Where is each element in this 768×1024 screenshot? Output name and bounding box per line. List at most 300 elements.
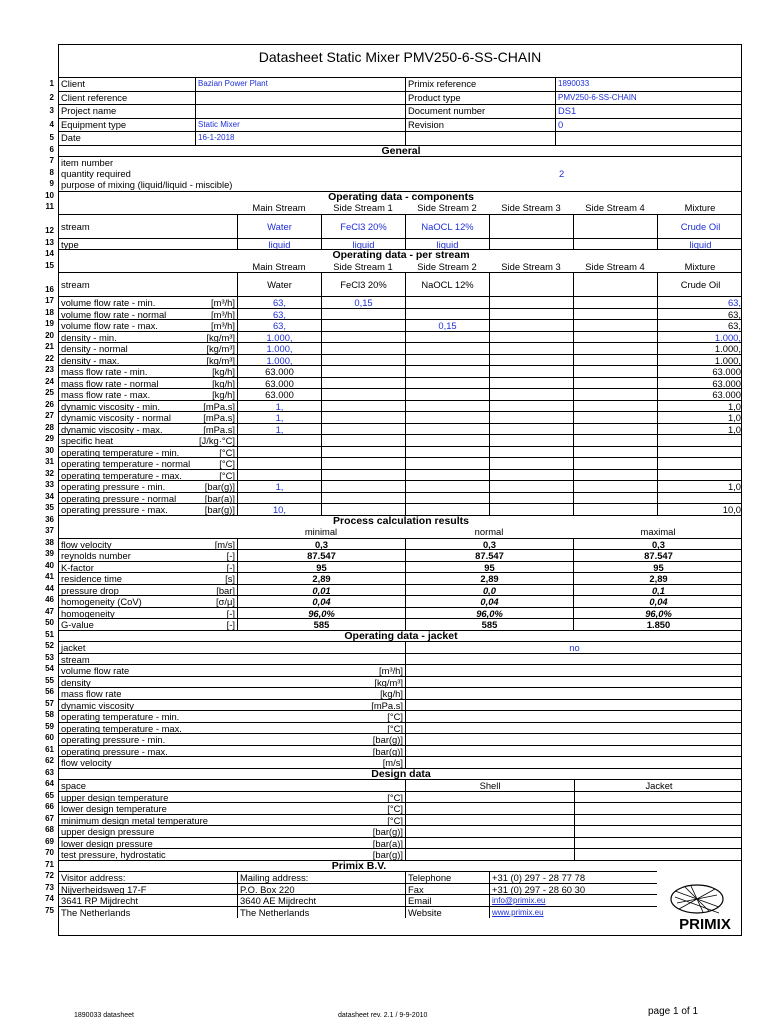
row-label: reynolds number	[61, 550, 131, 561]
row-label: operating temperature - normal	[61, 458, 191, 469]
stream-cell: 0,15	[405, 320, 489, 332]
column-header: Jacket	[574, 780, 743, 792]
unit: [-]	[226, 561, 235, 573]
column-header: maximal	[640, 526, 676, 537]
line-number: 16	[45, 284, 54, 294]
unit: [bar(a)]	[204, 492, 235, 504]
line-number: 70	[45, 848, 54, 857]
contact-link[interactable]: info@primix.eu	[489, 895, 659, 907]
row-label: stream	[61, 279, 90, 290]
row-label: mass flow rate	[61, 688, 122, 699]
line-number: 33	[45, 480, 54, 489]
table-row	[59, 261, 741, 273]
row-label: operating temperature - max.	[61, 469, 182, 481]
line-number: 30	[45, 445, 54, 455]
address-line: Nijverheidsweg 17-F	[61, 883, 147, 895]
quantity-value: 2	[559, 167, 565, 179]
contact-value: +31 (0) 297 - 28 60 30	[489, 884, 659, 896]
line-number: 7	[49, 156, 54, 165]
row-label: flow velocity	[61, 757, 112, 768]
line-number: 59	[45, 721, 54, 731]
section-title: Design data	[371, 768, 431, 780]
stream-cell: 1.000,	[657, 355, 743, 367]
stream-cell: 63.000	[657, 378, 743, 390]
row-label: operating temperature - min.	[61, 446, 180, 458]
address-line: P.O. Box 220	[237, 884, 405, 896]
section-title: Operating data - per stream	[332, 250, 470, 261]
row-label: flow velocity	[61, 538, 112, 550]
stream-cell: 1,	[237, 481, 321, 493]
contact-link[interactable]: www.primix.eu	[489, 907, 659, 919]
row-label: density	[61, 676, 91, 688]
row-label: density - min.	[61, 331, 117, 343]
row-label: pressure drop	[61, 584, 119, 596]
unit: [-]	[226, 607, 235, 619]
stream-value	[573, 215, 657, 239]
process-cell: 1.850	[573, 619, 743, 631]
header-value: 0	[555, 119, 743, 133]
row-label: operating temperature - min.	[61, 711, 180, 722]
line-number: 47	[45, 606, 54, 616]
process-cell: 2,89	[237, 573, 405, 585]
process-cell: 0,01	[237, 585, 405, 597]
column-header: Mixture	[684, 202, 716, 213]
process-cell: 0,0	[405, 585, 573, 597]
process-cell: 2,89	[573, 573, 743, 585]
stream-value	[573, 273, 657, 297]
line-number: 68	[45, 825, 54, 834]
stream-value: FeCl3 20%	[321, 273, 405, 297]
table-row	[59, 272, 741, 297]
line-number: 57	[45, 698, 54, 708]
stream-value: Crude Oil	[657, 273, 743, 297]
row-label: stream	[61, 653, 90, 665]
row-label: dynamic viscosity - max.	[61, 423, 163, 435]
stream-cell: 1,	[237, 412, 321, 424]
column-header: Side Stream 3	[501, 202, 561, 213]
unit: [°C]	[219, 446, 235, 458]
unit: [kg/m³]	[374, 676, 403, 688]
row-label: volume flow rate - max.	[61, 320, 158, 331]
line-number: 72	[45, 871, 54, 880]
page-title: Datasheet Static Mixer PMV250-6-SS-CHAIN	[258, 49, 542, 65]
row-label: operating pressure - max.	[61, 745, 168, 757]
stream-value: NaOCL 12%	[405, 273, 489, 297]
stream-cell: 1.000,	[657, 332, 743, 344]
line-number: 52	[45, 641, 54, 650]
process-cell: 0,04	[237, 596, 405, 608]
row-label: operating pressure - min.	[61, 734, 166, 745]
line-number-gutter	[30, 44, 54, 936]
row-label: operating pressure - min.	[61, 481, 166, 492]
jacket-value: no	[405, 642, 743, 654]
primix-logo-icon	[665, 877, 743, 935]
section-title: Operating data - components	[328, 191, 474, 203]
line-number: 12	[45, 226, 54, 235]
section-title: General	[381, 145, 421, 157]
footer-center: datasheet rev. 2.1 / 9-9-2010	[338, 1012, 428, 1019]
line-number: 8	[49, 167, 54, 177]
contact-label: Website	[405, 907, 489, 919]
unit: [s]	[225, 573, 235, 584]
header-row	[59, 118, 741, 133]
header-row	[59, 77, 741, 92]
column-header: Mixture	[684, 260, 716, 272]
unit: [°C]	[387, 814, 403, 826]
contact-label: Fax	[405, 884, 489, 896]
stream-value	[489, 215, 573, 239]
logo-text: PRIMIX	[679, 916, 731, 933]
unit: [bar(g)]	[372, 745, 403, 757]
row-label: mass flow rate - normal	[61, 377, 159, 389]
line-number: 10	[45, 190, 54, 200]
unit: [-]	[226, 619, 235, 630]
stream-cell: 1,	[237, 401, 321, 413]
contact-label: Email	[405, 895, 489, 907]
line-number: 24	[45, 376, 54, 386]
unit: [m³/h]	[211, 297, 235, 308]
row-label: minimum design metal temperature	[61, 814, 208, 826]
line-number: 11	[45, 202, 54, 211]
row-label: item number	[61, 157, 114, 168]
stream-cell: 0,15	[321, 297, 405, 309]
row-label: space	[61, 780, 87, 791]
row-label: specific heat	[61, 435, 114, 446]
line-number: 41	[45, 572, 54, 581]
line-number: 18	[45, 307, 54, 317]
column-header: Side Stream 4	[585, 260, 645, 272]
stream-cell: 1,0	[657, 401, 743, 413]
row-label: stream	[61, 220, 90, 232]
unit: [°C]	[219, 458, 235, 469]
line-number: 40	[45, 560, 54, 570]
unit: [°C]	[387, 803, 403, 814]
unit: [m³/h]	[379, 665, 403, 676]
process-cell: 95	[573, 562, 743, 574]
header-label: Client reference	[61, 91, 128, 103]
row-label: lower design temperature	[61, 803, 167, 814]
unit: [°C]	[387, 711, 403, 722]
line-number: 32	[45, 468, 54, 478]
stream-cell: 63.000	[237, 378, 321, 390]
header-value	[555, 132, 743, 146]
process-cell: 87.547	[573, 550, 743, 562]
header-row	[59, 131, 741, 146]
process-cell: 95	[405, 562, 573, 574]
line-number: 62	[45, 756, 54, 765]
header-label: Equipment type	[61, 118, 127, 130]
stream-cell: 1.000,	[657, 343, 743, 355]
column-header: Main Stream	[252, 202, 306, 213]
line-number: 71	[45, 859, 54, 869]
table-row	[59, 526, 741, 538]
line-number: 56	[45, 687, 54, 696]
unit: [bar(g)]	[372, 734, 403, 745]
stream-cell: 63,	[657, 309, 743, 321]
line-number: 17	[45, 296, 54, 305]
line-number: 74	[45, 894, 54, 903]
row-label: dynamic viscosity	[61, 699, 134, 711]
line-number: 65	[45, 790, 54, 800]
stream-value: Crude Oil	[657, 215, 743, 239]
row-label: operating pressure - normal	[61, 492, 177, 504]
stream-cell: 63,	[657, 297, 743, 309]
stream-value: Water	[237, 273, 321, 297]
stream-cell: 63.000	[657, 366, 743, 378]
line-number: 55	[45, 675, 54, 685]
row-label: homogeneity (CoV)	[61, 596, 142, 607]
line-number: 14	[45, 249, 54, 258]
line-number: 20	[45, 330, 54, 340]
stream-cell: 63.000	[657, 389, 743, 401]
unit: [bar]	[216, 584, 235, 596]
row-label: density - max.	[61, 354, 120, 366]
column-header: Side Stream 1	[333, 260, 393, 272]
header-value: 16-1-2018	[195, 132, 405, 146]
section-title: Operating data - jacket	[344, 630, 458, 642]
table-row	[59, 168, 741, 180]
column-header: Side Stream 4	[585, 202, 645, 213]
table-row	[59, 179, 741, 191]
header-label: Date	[61, 132, 81, 143]
type-value: liquid	[237, 239, 321, 251]
process-cell: 87.547	[405, 550, 573, 562]
stream-cell: 1,0	[657, 481, 743, 493]
column-header: Side Stream 1	[333, 202, 393, 213]
row-label: volume flow rate - min.	[61, 297, 156, 308]
header-value: Bazian Power Plant	[195, 78, 405, 92]
unit: [kg/h]	[212, 377, 235, 389]
line-number: 9	[49, 179, 54, 188]
unit: [bar(g)]	[372, 849, 403, 860]
stream-cell: 1.000,	[237, 343, 321, 355]
column-header: Shell	[405, 780, 574, 792]
unit: [bar(g)]	[204, 504, 235, 515]
process-cell: 95	[237, 562, 405, 574]
column-header: Main Stream	[252, 260, 306, 272]
line-number: 23	[45, 365, 54, 374]
line-number: 39	[45, 549, 54, 558]
stream-cell: 63.000	[237, 389, 321, 401]
process-cell: 87.547	[237, 550, 405, 562]
address-line: Mailing address:	[237, 872, 405, 884]
row-label: K-factor	[61, 561, 94, 573]
process-cell: 2,89	[405, 573, 573, 585]
unit: [°C]	[219, 469, 235, 481]
header-value	[195, 92, 405, 106]
row-label: upper design pressure	[61, 826, 155, 837]
unit: [m/s]	[382, 757, 403, 768]
column-header: Side Stream 3	[501, 260, 561, 272]
line-number: 53	[45, 652, 54, 662]
unit: [bar(g)]	[204, 481, 235, 492]
stream-cell: 63,	[237, 297, 321, 309]
line-number: 29	[45, 434, 54, 443]
unit: [σ/μ]	[215, 596, 235, 607]
primix-logo	[665, 877, 743, 935]
address-line: 3641 RP Mijdrecht	[61, 895, 138, 906]
unit: [°C]	[387, 791, 403, 803]
row-label: mass flow rate - max.	[61, 389, 151, 400]
process-cell: 96,0%	[237, 608, 405, 620]
unit: [mPa.s]	[203, 423, 235, 435]
section-title: Process calculation results	[333, 515, 469, 527]
row-label: dynamic viscosity - normal	[61, 412, 171, 423]
line-number: 44	[45, 583, 54, 593]
row-label: operating pressure - max.	[61, 504, 168, 515]
process-cell: 585	[405, 619, 573, 631]
footer-page: page 1 of 1	[648, 1006, 699, 1017]
line-number: 6	[49, 144, 54, 154]
row-label: density - normal	[61, 343, 128, 354]
unit: [m/s]	[214, 538, 235, 550]
process-cell: 96,0%	[573, 608, 743, 620]
unit: [mPa.s]	[371, 699, 403, 711]
stream-cell: 1,	[237, 424, 321, 436]
row-label: residence time	[61, 573, 122, 584]
line-number: 4	[49, 119, 54, 129]
address-line: 3640 AE Mijdrecht	[237, 895, 405, 907]
stream-cell: 1.000,	[237, 355, 321, 367]
stream-cell: 1,0	[657, 412, 743, 424]
type-value: liquid	[405, 239, 489, 251]
line-number: 28	[45, 422, 54, 432]
line-number: 63	[45, 767, 54, 777]
line-number: 3	[49, 106, 54, 115]
line-number: 35	[45, 503, 54, 512]
header-label: Primix reference	[405, 78, 555, 92]
line-number: 75	[45, 905, 54, 915]
stream-cell: 1.000,	[237, 332, 321, 344]
stream-cell: 1,0	[657, 424, 743, 436]
header-row	[59, 91, 741, 106]
column-header: normal	[474, 526, 504, 537]
line-number: 19	[45, 319, 54, 328]
header-value: 1890033	[555, 78, 743, 92]
unit: [bar(a)]	[372, 837, 403, 849]
unit: [bar(g)]	[372, 826, 403, 837]
unit: [mPa.s]	[203, 412, 235, 423]
header-value: PMV250-6-SS-CHAIN	[555, 92, 743, 106]
line-number: 26	[45, 399, 54, 409]
unit: [kg/m³]	[206, 343, 235, 354]
address-line: The Netherlands	[237, 907, 405, 919]
unit: [kg/h]	[380, 688, 403, 699]
line-number: 36	[45, 514, 54, 524]
line-number: 64	[45, 779, 54, 788]
column-header: Side Stream 2	[417, 260, 477, 272]
row-label: type	[61, 238, 79, 250]
line-number: 21	[45, 342, 54, 351]
line-number: 22	[45, 353, 54, 363]
line-number: 13	[45, 237, 54, 247]
footer-left: 1890033 datasheet	[74, 1012, 134, 1019]
type-value: liquid	[657, 239, 743, 251]
line-number: 66	[45, 802, 54, 811]
unit: [kg/h]	[212, 389, 235, 400]
process-cell: 0,1	[573, 585, 743, 597]
line-number: 38	[45, 537, 54, 547]
table-row	[59, 906, 657, 919]
line-number: 2	[49, 92, 54, 102]
line-number: 15	[45, 260, 54, 270]
line-number: 51	[45, 629, 54, 639]
row-label: mass flow rate - min.	[61, 366, 148, 377]
column-header: minimal	[304, 526, 338, 537]
stream-cell: 63,	[657, 320, 743, 332]
header-value: DS1	[555, 105, 743, 119]
line-number: 50	[45, 618, 54, 627]
process-cell: 585	[237, 619, 405, 631]
row-label: jacket	[61, 642, 86, 653]
table-row	[59, 202, 741, 214]
stream-value: Water	[237, 215, 321, 239]
line-number: 5	[49, 133, 54, 142]
row-label: lower design pressure	[61, 837, 153, 849]
table-row	[59, 214, 741, 239]
stream-value	[489, 273, 573, 297]
unit: [m³/h]	[211, 308, 235, 320]
type-value: liquid	[321, 239, 405, 251]
row-label: homogeneity	[61, 607, 115, 619]
header-value	[195, 105, 405, 119]
process-cell: 0,3	[405, 539, 573, 551]
stream-cell: 10,	[237, 504, 321, 516]
datasheet	[58, 44, 742, 936]
header-value: Static Mixer	[195, 119, 405, 133]
stream-value: NaOCL 12%	[405, 215, 489, 239]
row-label: operating temperature - max.	[61, 722, 182, 734]
line-number: 69	[45, 836, 54, 846]
row-label: volume flow rate	[61, 665, 130, 676]
contact-value: +31 (0) 297 - 28 77 78	[489, 872, 659, 884]
unit: [kg/h]	[212, 366, 235, 377]
process-cell: 96,0%	[405, 608, 573, 620]
row-label: quantity required	[61, 167, 131, 179]
stream-cell: 10,0	[657, 504, 743, 516]
line-number: 67	[45, 813, 54, 823]
stream-value: FeCl3 20%	[321, 215, 405, 239]
line-number: 34	[45, 491, 54, 501]
header-label	[405, 132, 555, 146]
process-cell: 0,04	[573, 596, 743, 608]
header-label: Product type	[405, 92, 555, 106]
process-cell: 0,04	[405, 596, 573, 608]
row-label: upper design temperature	[61, 791, 169, 803]
line-number: 46	[45, 595, 54, 604]
line-number: 58	[45, 710, 54, 719]
unit: [kg/m³]	[206, 354, 235, 366]
header-label: Document number	[405, 105, 555, 119]
unit: [J/kg·°C]	[198, 435, 235, 446]
line-number: 25	[45, 388, 54, 397]
row-label: G-value	[61, 619, 94, 630]
row-label: volume flow rate - normal	[61, 308, 167, 320]
line-number: 1	[49, 79, 54, 88]
header-label: Revision	[405, 119, 555, 133]
contact-label: Telephone	[405, 872, 489, 884]
unit: [kg/m³]	[206, 331, 235, 343]
address-line: Visitor address:	[61, 872, 126, 883]
line-number: 31	[45, 457, 54, 466]
unit: [m³/h]	[211, 320, 235, 331]
stream-cell: 63,	[237, 320, 321, 332]
address-line: The Netherlands	[61, 906, 131, 918]
line-number: 37	[45, 526, 54, 535]
header-label: Project name	[61, 105, 117, 116]
line-number: 54	[45, 664, 54, 673]
line-number: 73	[45, 882, 54, 892]
